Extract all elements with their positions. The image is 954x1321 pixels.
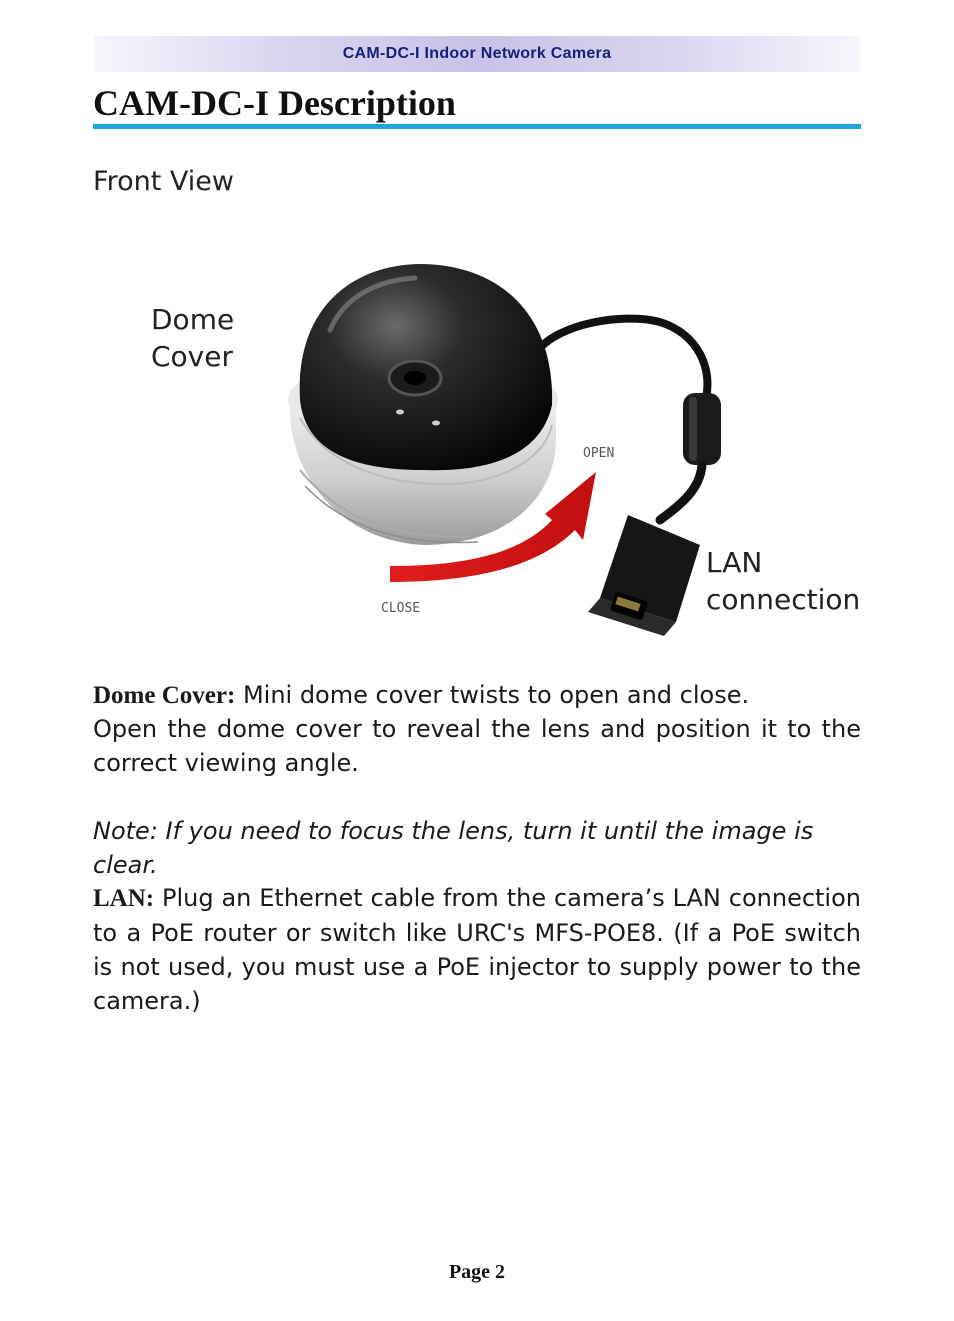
focus-note: Note: If you need to focus the lens, turn it until the image is clear. xyxy=(93,817,814,879)
lan-text: Plug an Ethernet cable from the camera’s LAN connection to a PoE router or switch like URC's MFS-POE8. (If a PoE switch is not used, you must use a PoE injector to supply power to the camera.) xyxy=(93,884,861,1015)
lan-connector xyxy=(588,515,700,636)
dome-cover-line2: Open the dome cover to reveal the lens and position it to the correct viewing angle. xyxy=(93,715,861,777)
dome-cover-text1: Mini dome cover twists to open and close. xyxy=(235,681,750,709)
lan-term: LAN: xyxy=(93,885,155,912)
cable xyxy=(540,319,707,398)
running-header: CAM-DC-I Indoor Network Camera xyxy=(342,45,612,62)
lan-paragraph xyxy=(93,881,861,1018)
dome-cover-line1 xyxy=(93,678,861,713)
close-label: CLOSE xyxy=(381,601,421,616)
lan-connection-callout xyxy=(706,544,860,618)
dome-cover-callout xyxy=(151,301,234,375)
dome-cover-callout-text: Dome Cover xyxy=(151,303,235,373)
ferrite-bead xyxy=(683,393,721,465)
open-label: OPEN xyxy=(583,446,615,461)
page-number: Page 2 xyxy=(448,1261,506,1283)
dome-cover-term: Dome Cover: xyxy=(93,682,236,709)
section-label: Front View xyxy=(93,166,234,197)
lan-connection-callout-text: LAN connection xyxy=(706,546,861,616)
page-title: CAM-DC-I Description xyxy=(93,83,456,123)
